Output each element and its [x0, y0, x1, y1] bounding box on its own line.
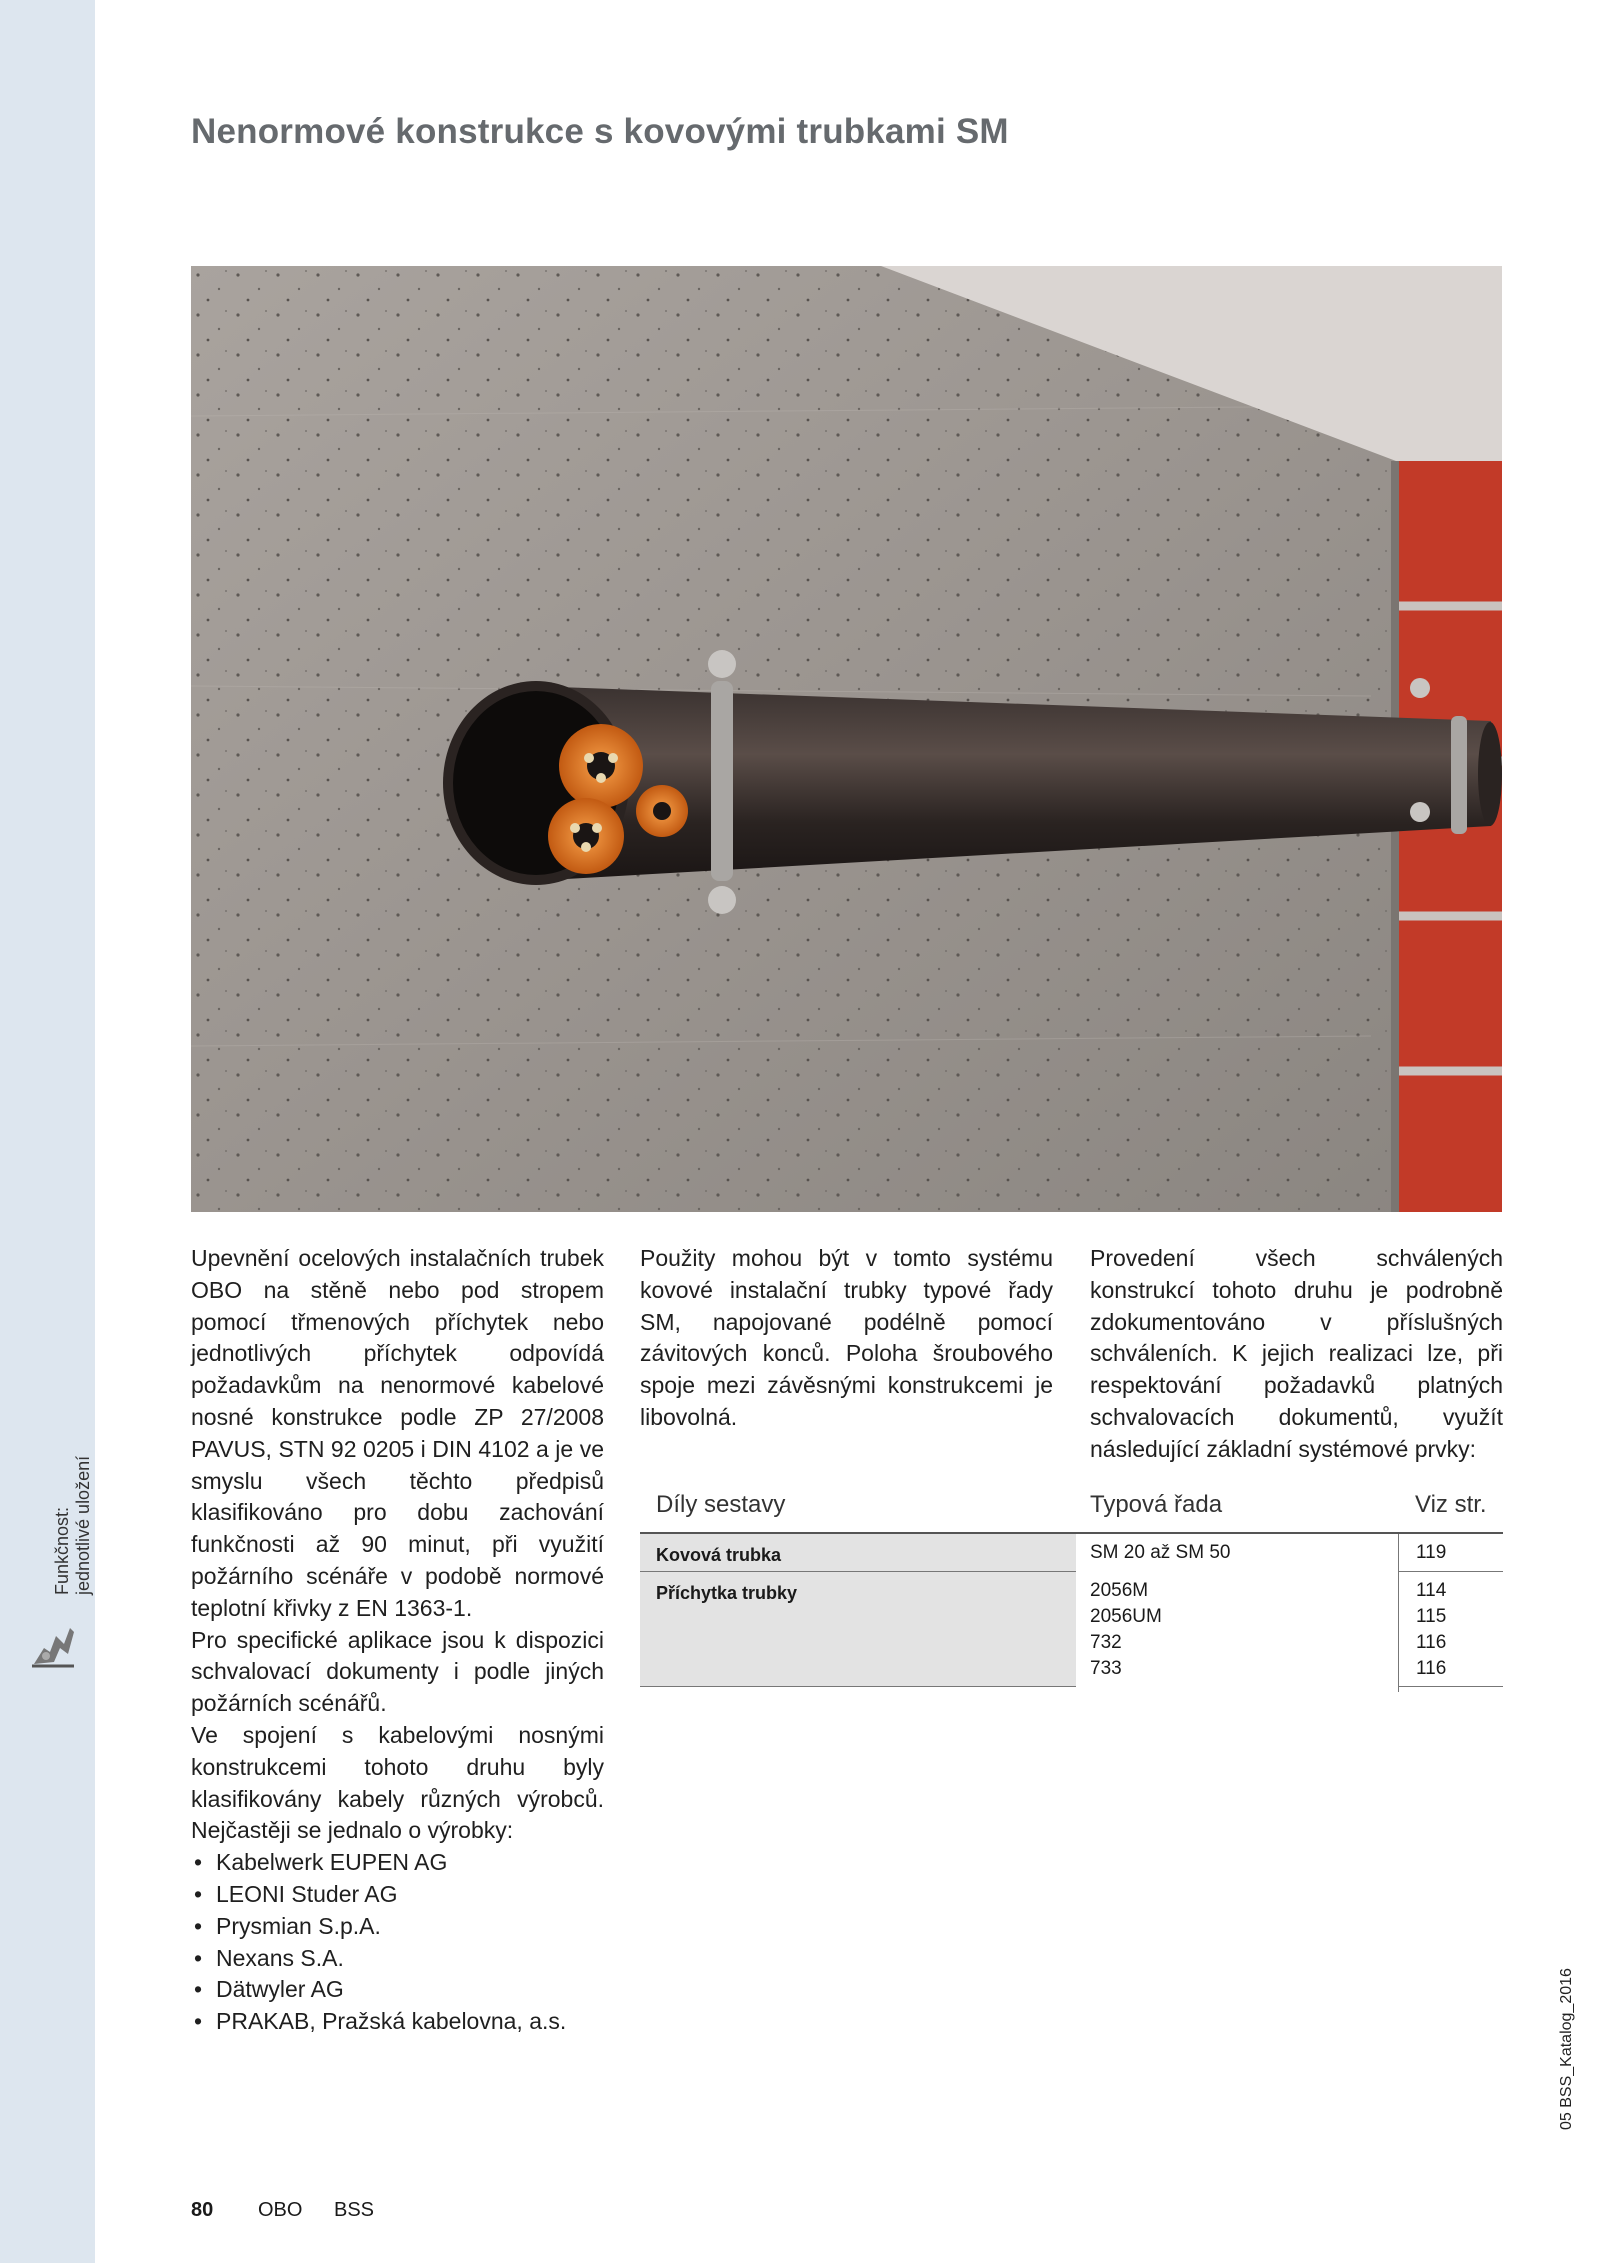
- row-page: 116: [1416, 1632, 1447, 1653]
- list-item: • Prysmian S.p.A.: [191, 1911, 604, 1943]
- list-item: • PRAKAB, Pražská kabelovna, a.s.: [191, 2006, 604, 2038]
- table-row: [640, 1572, 1503, 1687]
- paragraph: Ve spojení s kabelovými nosnými konstrukcemi tohoto druhu byly klasifikovány kabely různých výrobců. Nejčastěji se jednalo o výrobky:: [191, 1721, 604, 1844]
- footer-section: BSS: [334, 2199, 375, 2221]
- row-series: 2056UM: [1090, 1606, 1162, 1627]
- row-series: 733: [1090, 1658, 1122, 1679]
- row-series: 732: [1090, 1632, 1122, 1653]
- row-part: Příchytka trubky: [656, 1583, 798, 1603]
- product-photo: [191, 266, 1502, 1212]
- text-column-3: [1090, 1243, 1503, 1466]
- components-table: [640, 1480, 1503, 1687]
- header-series: Typová řada: [1090, 1491, 1223, 1518]
- page-number: 80: [191, 2199, 214, 2221]
- footer-brand: OBO: [258, 2199, 303, 2221]
- row-page: 116: [1416, 1658, 1447, 1679]
- row-page: 115: [1416, 1606, 1447, 1627]
- sidebar-label-line1: Funkčnost:: [52, 1506, 72, 1595]
- text-column-1: [191, 1243, 604, 2038]
- fire-protection-icon: [30, 1618, 76, 1670]
- row-series: 2056M: [1090, 1580, 1149, 1601]
- list-item: • Nexans S.A.: [191, 1943, 604, 1975]
- catalog-label: 05 BSS_Katalog_2016: [1558, 1968, 1575, 2130]
- sidebar-label-line2: jednotlivé uložení: [73, 1455, 93, 1595]
- text-column-2: [640, 1243, 1053, 1434]
- row-series: SM 20 až SM 50: [1090, 1542, 1231, 1563]
- sidebar: [0, 0, 95, 2263]
- row-part: Kovová trubka: [656, 1545, 782, 1565]
- row-page: 114: [1416, 1580, 1447, 1601]
- row-page: 119: [1416, 1542, 1447, 1563]
- sidebar-section-label: [52, 1456, 94, 1595]
- paragraph: Pro specifické aplikace jsou k dispozici schvalovací dokumenty i podle jiných požárních scénářů.: [191, 1626, 604, 1717]
- list-item: • LEONI Studer AG: [191, 1879, 604, 1911]
- table-row: [640, 1534, 1503, 1572]
- table-header: [640, 1480, 1503, 1534]
- paragraph: Upevnění ocelových instalačních trubek OBO na stěně nebo pod stropem pomocí třmenových příchytek nebo jednotlivých příchytek odpovídá požadavkům na nenormové kabelové nosné konstrukce podle ZP 27/2008 PAVUS, STN 92 0205 i DIN 4102 a je ve smyslu všech těchto předpisů klasifikováno pro dobu zachování funkčnosti až 90 minut, při využití požárního scénáře v podobě normové teplotní křivky z EN 1363-1.: [191, 1245, 604, 1621]
- paragraph: Použity mohou být v tomto systému kovové instalační trubky typové řady SM, napojované podélně pomocí závitových konců. Poloha šroubového spoje mezi závěsnými konstrukcemi je libovolná.: [640, 1245, 1053, 1430]
- manufacturer-list: [191, 1847, 604, 2038]
- header-parts: Díly sestavy: [656, 1491, 786, 1518]
- list-item: • Dätwyler AG: [191, 1974, 604, 2006]
- paragraph: Provedení všech schválených konstrukcí tohoto druhu je podrobně zdokumentováno v příslušných schváleních. K jejich realizaci lze, při respektování požadavků platných schvalovacích dokumentů, využít následující základní systémové prvky:: [1090, 1245, 1503, 1462]
- page-title: Nenormové konstrukce s kovovými trubkami SM: [191, 112, 1009, 151]
- list-item: • Kabelwerk EUPEN AG: [191, 1847, 604, 1879]
- header-page: Viz str.: [1415, 1491, 1487, 1518]
